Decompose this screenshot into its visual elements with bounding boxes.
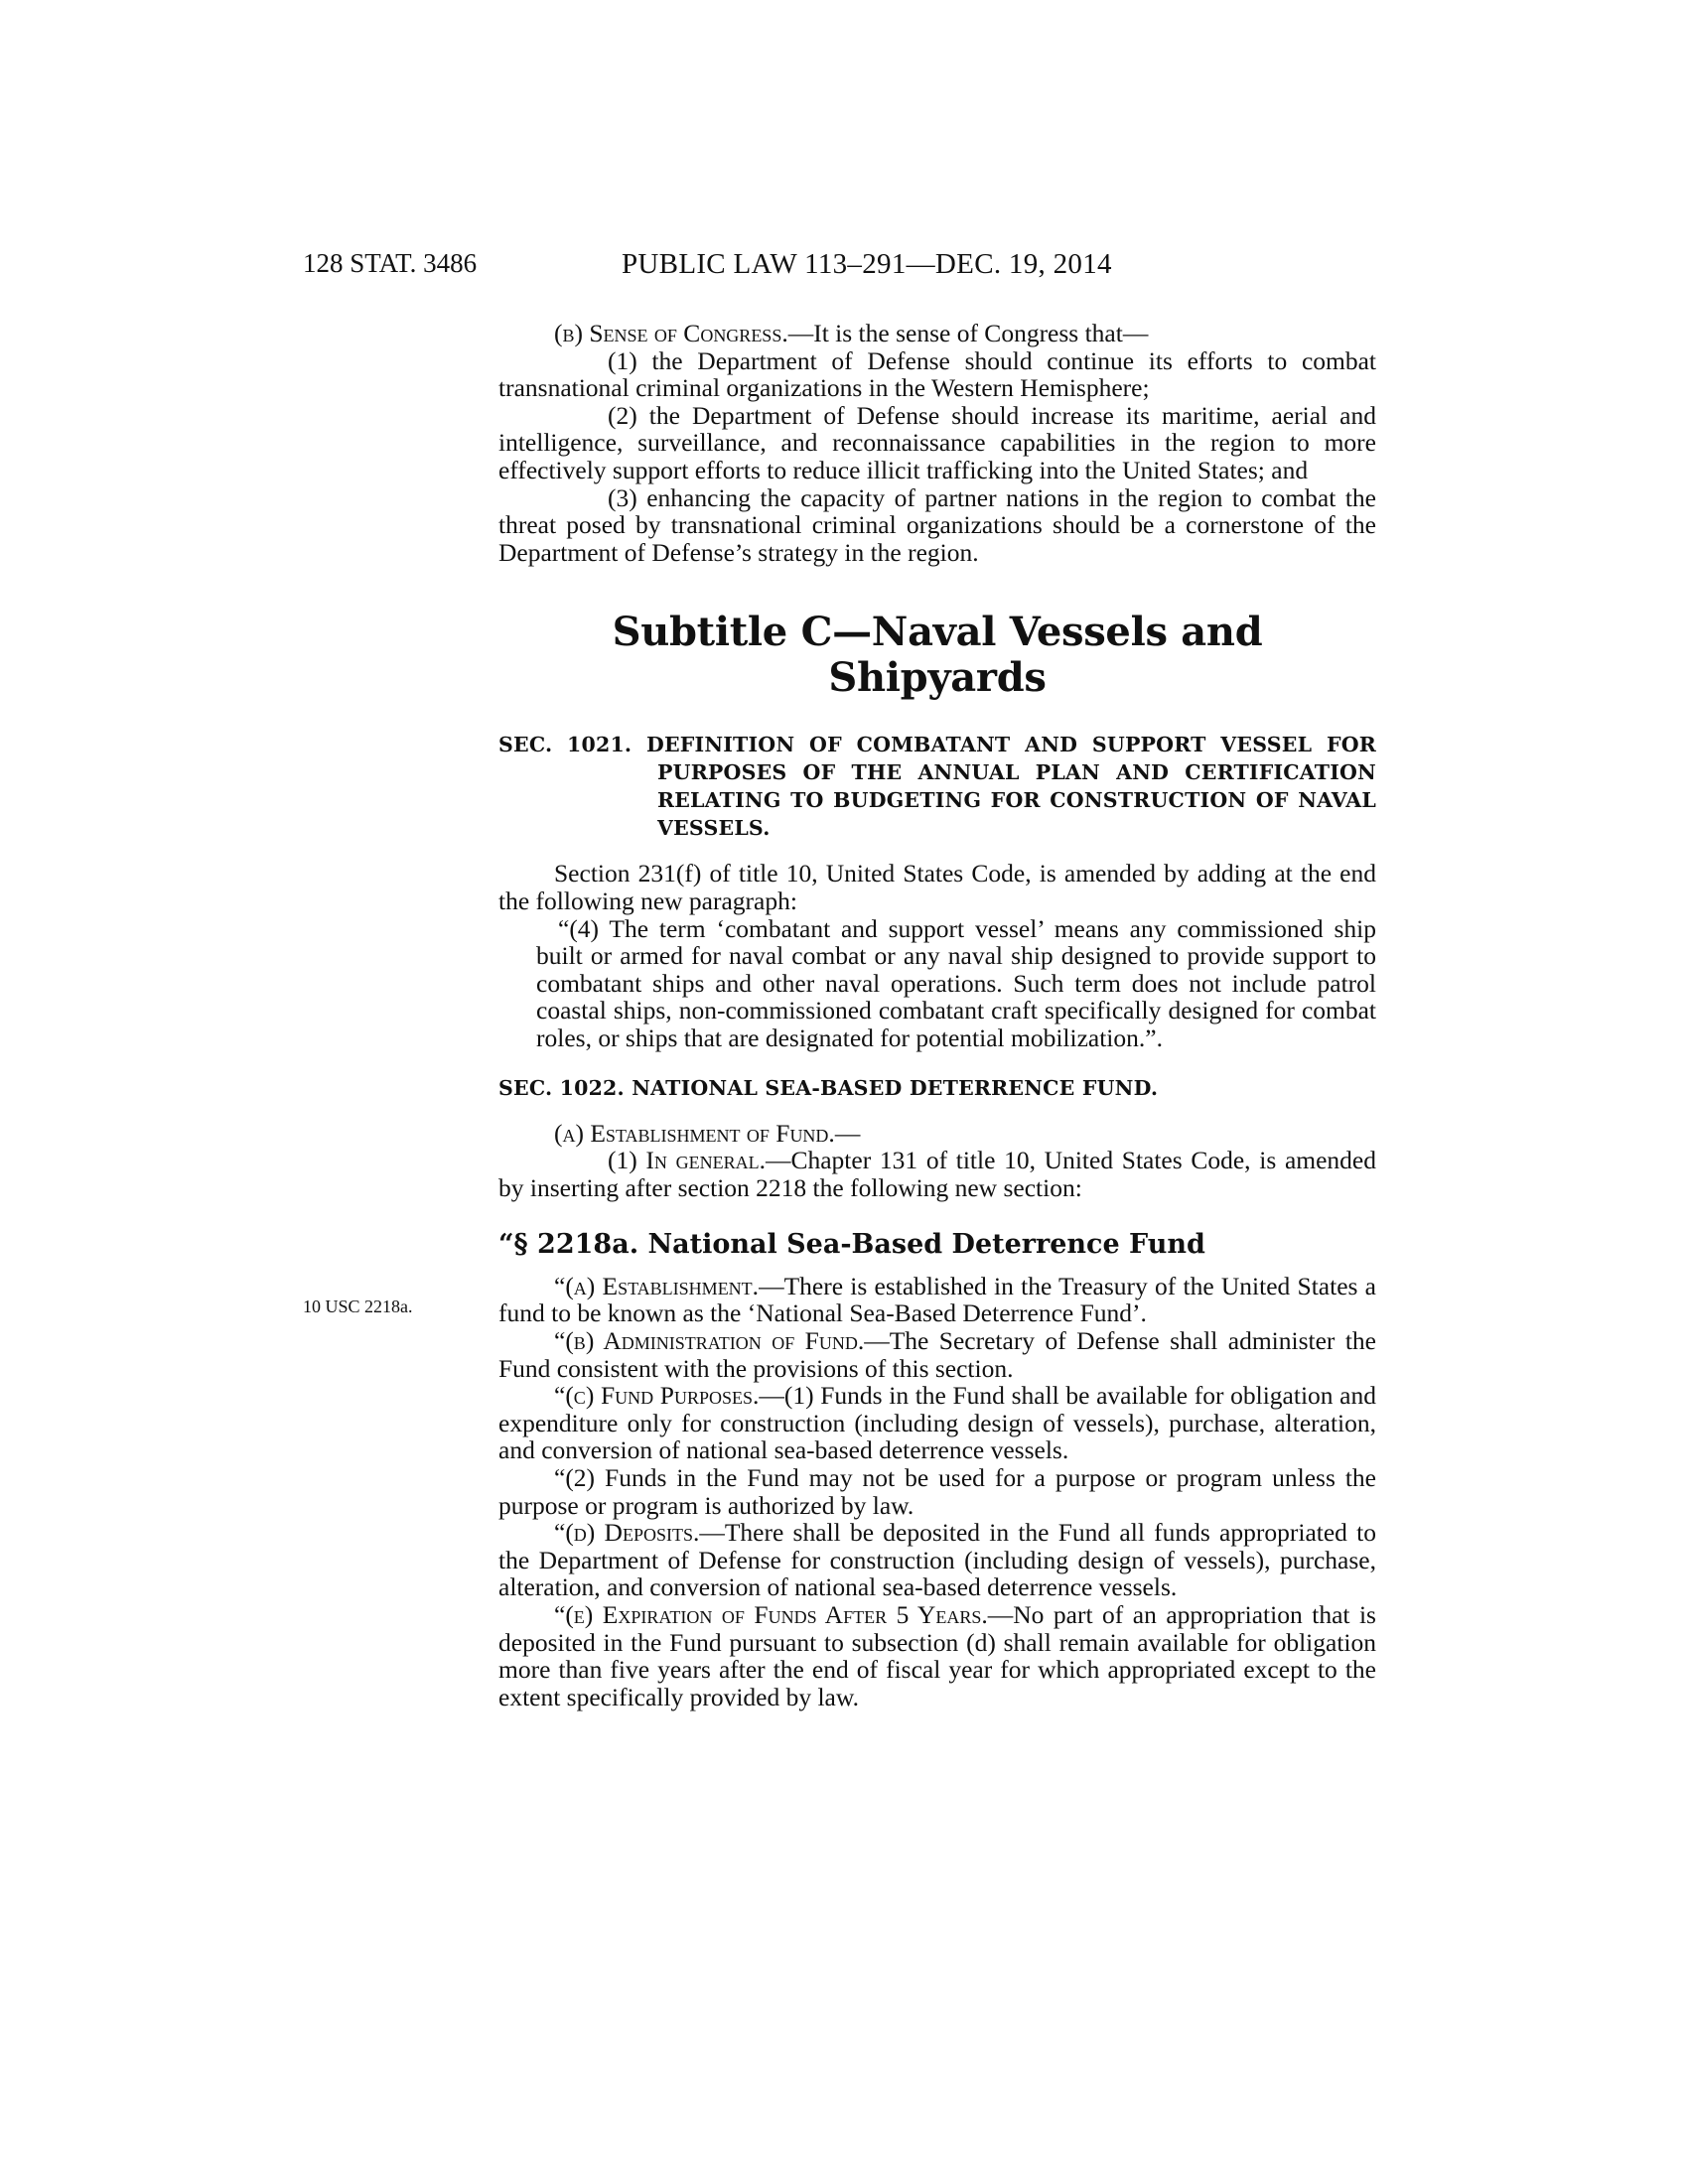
sec-1022-a1-label: (1) In general. (608, 1146, 766, 1175)
sec-1021-quoted-paragraph: “(4) The term ‘combatant and support vessel’ means any commissioned ship built or armed for naval combat or any naval ship designed to provide support to combatant ships and other naval operations. Such term does not include patrol coastal ships, non-commissioned combatant craft specifically designed for combat roles, or ships that are designated for potential mobilization.”. (536, 913, 1376, 1052)
section-2218a-b-label: “(b) Administration of Fund. (554, 1326, 865, 1356)
sec-1022-a1-text: —Chapter 131 of title 10, United States Code, is amended by inserting after section 2218 the following new section: (498, 1146, 1376, 1202)
sense-item-2: (2) the Department of Defense should increase its maritime, aerial and intelligence, surveillance, and reconnaissance capabilities in the region to more effectively support efforts to reduce illicit trafficking into the United States; and (498, 400, 1376, 484)
section-2218a-d-label: “(d) Deposits. (554, 1518, 700, 1548)
sense-of-congress-lead (498, 320, 1376, 347)
sec-1022-a-label: (a) Establishment of Fund. (554, 1118, 835, 1148)
sense-item-1: (1) the Department of Defense should continue its efforts to combat transnational criminal organizations in the Western Hemisphere; (498, 345, 1376, 403)
section-2218a-a-text: —There is established in the Treasury of the United States a fund to be known as the ‘National Sea-Based Deterrence Fund’. (498, 1271, 1376, 1328)
section-2218a-e (498, 1601, 1376, 1710)
section-2218a-a-label: “(a) Establishment. (554, 1271, 760, 1300)
section-2218a-a (498, 1273, 1376, 1327)
law-title-date: PUBLIC LAW 113–291—DEC. 19, 2014 (622, 248, 1112, 280)
subtitle-heading: Subtitle C—Naval Vessels and Shipyards (612, 609, 1263, 702)
section-2218a-d (498, 1519, 1376, 1601)
document-body (498, 320, 1376, 1710)
sec-1021-intro: Section 231(f) of title 10, United States Code, is amended by adding at the end the following new paragraph: (498, 859, 1376, 915)
new-section-2218a-heading: “§ 2218a. National Sea-Based Deterrence Fund (498, 1229, 1205, 1261)
section-2218a-c-text: —(1) Funds in the Fund shall be available for obligation and expenditure only for construction (including design of vessels), purchase, alteration, and conversion of national sea-based deterrence vessels. (498, 1381, 1376, 1465)
section-2218a-e-text: —No part of an appropriation that is deposited in the Fund pursuant to subsection (d) shall remain available for obligation more than five years after the end of fiscal year for which appropriated except to the extent specifically provided by law. (498, 1600, 1376, 1711)
sec-1021-heading: SEC. 1021. DEFINITION OF COMBATANT AND SUPPORT VESSEL FOR PURPOSES OF THE ANNUAL PLAN AND CERTIFICATION RELATING TO BUDGETING FOR CONSTRUCTION OF NAVAL VESSELS. (498, 733, 1376, 841)
sense-lead-text: —It is the sense of Congress that— (787, 319, 1149, 347)
margin-note-usc: 10 USC 2218a. (303, 1297, 413, 1316)
section-2218a-c (498, 1382, 1376, 1464)
section-2218a-e-label: “(e) Expiration of Funds After 5 Years. (554, 1600, 988, 1629)
sec-1022-heading: SEC. 1022. NATIONAL SEA-BASED DETERRENCE FUND. (498, 1075, 1159, 1100)
running-header (303, 248, 1216, 288)
section-2218a-b-text: —The Secretary of Defense shall administer the Fund consistent with the provisions of this section. (498, 1326, 1376, 1383)
sec-1022-a-text: — (834, 1118, 861, 1148)
section-2218a-b (498, 1327, 1376, 1382)
sense-item-3: (3) enhancing the capacity of partner nations in the region to combat the threat posed by transnational criminal organizations should be a cornerstone of the Department of Defense’s strategy in the region. (498, 482, 1376, 567)
sec-1022-a (498, 1120, 1376, 1148)
section-2218a-c2: “(2) Funds in the Fund may not be used for a purpose or program unless the purpose or program is authorized by law. (498, 1463, 1376, 1520)
section-2218a-c-label: “(c) Fund Purposes. (554, 1381, 760, 1411)
section-2218a-d-text: —There shall be deposited in the Fund all funds appropriated to the Department of Defense for construction (including design of vessels), purchase, alteration, and conversion of national sea-based deterrence vessels. (498, 1518, 1376, 1602)
stat-page-number: 128 STAT. 3486 (303, 248, 478, 278)
sense-label: (b) Sense of Congress. (554, 319, 788, 347)
sec-1022-a1 (498, 1147, 1376, 1201)
